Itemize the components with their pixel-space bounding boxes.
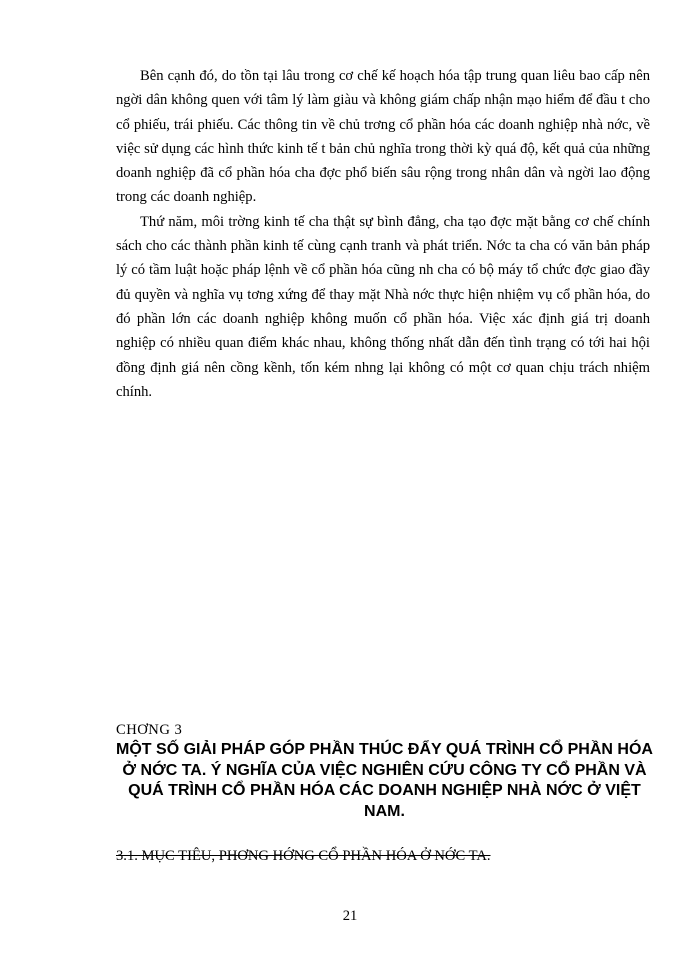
chapter-label: CHƠNG 3 bbox=[116, 722, 183, 738]
paragraph-1: Bên cạnh đó, do tồn tại lâu trong cơ chế kế hoạch hóa tập trung quan liêu bao cấp nên ngời dân không quen với tâm lý làm giàu và không giám chấp nhận mạo hiểm để đầu t cho cổ phiếu, trái phiếu. Các thông tin về chủ trơng cổ phần hóa các doanh nghiệp nhà nớc, về việc sử dụng các hình thức kinh tế t bản chủ nghĩa trong thời kỳ quá độ, kết quả của những doanh nghiệp đã cổ phần hóa cha đợc phổ biến sâu rộng trong nhân dân và ngời lao động trong các doanh nghiệp. bbox=[116, 68, 650, 206]
chapter-title: MỘT SỐ GIẢI PHÁP GÓP PHẦN THÚC ĐẨY QUÁ TRÌNH CỔ PHẦN HÓA Ở NỚC TA. Ý NGHĨA CỦA VIỆC NGHIÊN CỨU CÔNG TY CỔ PHẦN VÀ QUÁ TRÌNH CỔ PHẦN HÓA CÁC DOANH NGHIỆP NHÀ NỚC Ở VIỆT NAM. bbox=[116, 741, 653, 820]
paragraph-2: Thứ năm, môi trờng kinh tế cha thật sự bình đẳng, cha tạo đợc mặt bằng cơ chế chính sách cho các thành phần kinh tế cùng cạnh tranh và phát triển. Nớc ta cha có văn bản pháp lý có tầm luật hoặc pháp lệnh về cổ phần hóa cũng nh cha có bộ máy tổ chức đợc giao đầy đủ quyền và nghĩa vụ tơng xứng để thay mặt Nhà nớc thực hiện nhiệm vụ cổ phần hóa, do đó phần lớn các doanh nghiệp không muốn cổ phần hóa. Việc xác định giá trị doanh nghiệp có nhiều quan điểm khác nhau, không thống nhất dẫn đến tình trạng có tới hai hội đồng định giá nên cồng kềnh, tốn kém nhng lại không có một cơ quan chịu trách nhiệm chính. bbox=[116, 213, 650, 400]
body-text bbox=[116, 64, 650, 404]
page-number: 21 bbox=[342, 908, 358, 924]
section-heading: 3.1. MỤC TIÊU, PHƠNG HỚNG CỔ PHẦN HÓA Ở NỚC TA. bbox=[116, 848, 491, 864]
